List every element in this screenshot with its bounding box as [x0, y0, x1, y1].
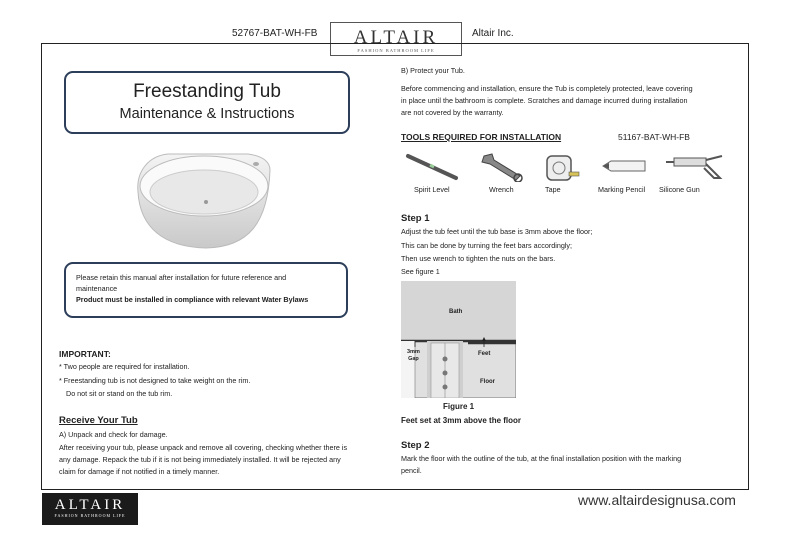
figure-floor-label: Floor [480, 379, 495, 385]
step1-line: Then use wrench to tighten the nuts on the bars. [401, 254, 556, 263]
step2-line: pencil. [401, 466, 422, 475]
figure-gap-label [407, 349, 420, 363]
figure-gap-word: Gap [408, 356, 419, 362]
step2-line: Mark the floor with the outline of the tub, at the final installation position with the marking [401, 454, 682, 463]
silicone-gun-icon [664, 150, 726, 182]
tool-label: Wrench [489, 185, 514, 194]
title-box [64, 71, 350, 134]
footer-logo-tagline: FASHION BATHROOM LIFE [54, 513, 126, 518]
company-name: Altair Inc. [472, 28, 514, 39]
wrench-icon [478, 150, 526, 182]
figure-feet-label: Feet [478, 351, 491, 357]
protect-line: Before commencing and installation, ensure the Tub is completely protected, leave covering [401, 84, 693, 93]
page-title: Freestanding Tub [133, 81, 281, 102]
figure-caption: Figure 1 [443, 402, 475, 411]
product-code: 52767-BAT-WH-FB [232, 28, 318, 39]
figure-caption-detail: Feet set at 3mm above the floor [401, 416, 522, 425]
figure-1-diagram [401, 281, 516, 398]
step1-line: This can be done by turning the feet bars accordingly; [401, 241, 573, 250]
protect-heading: B) Protect your Tub. [401, 66, 465, 75]
tool-label: Silicone Gun [659, 185, 700, 194]
important-item: Do not sit or stand on the tub rim. [66, 389, 173, 398]
logo-text: ALTAIR [353, 27, 439, 48]
receive-line: any damage. Repack the tub if it is not being immediately installed. It will be rejected any [59, 455, 341, 464]
notice-line-2: maintenance [76, 284, 118, 293]
tools-heading: TOOLS REQUIRED FOR INSTALLATION [401, 132, 562, 142]
notice-bylaws: Product must be installed in compliance with relevant Water Bylaws [76, 295, 309, 304]
notice-box [64, 262, 348, 318]
important-item: * Two people are required for installation. [59, 362, 190, 371]
page-subtitle: Maintenance & Instructions [119, 106, 295, 122]
tools-code: 51167-BAT-WH-FB [618, 132, 690, 142]
tool-label: Spirit Level [414, 185, 450, 194]
protect-line: are not covered by the warranty. [401, 108, 504, 117]
step2-heading: Step 2 [401, 440, 430, 451]
step1-line: Adjust the tub feet until the tub base is 3mm above the floor; [401, 227, 593, 236]
bathtub-image [128, 142, 276, 254]
step1-line: See figure 1 [401, 267, 440, 276]
step1-heading: Step 1 [401, 213, 430, 224]
tool-label: Tape [545, 185, 561, 194]
spirit-level-icon [404, 152, 460, 182]
tape-icon [541, 150, 581, 184]
receive-line: After receiving your tub, please unpack and remove all covering, checking whether there is [59, 443, 348, 452]
website-url[interactable]: www.altairdesignusa.com [578, 492, 736, 508]
notice-line-1: Please retain this manual after installation for future reference and [76, 273, 287, 282]
important-heading: IMPORTANT: [59, 349, 111, 359]
receive-line: claim for damage if not notified in a timely manner. [59, 467, 220, 476]
figure-bath-label: Bath [449, 309, 463, 315]
receive-sub: A) Unpack and check for damage. [59, 430, 168, 439]
receive-heading: Receive Your Tub [59, 415, 138, 426]
figure-gap-value: 3mm [407, 349, 420, 355]
footer-logo-text: ALTAIR [54, 497, 126, 513]
footer-logo [42, 493, 138, 525]
important-item: * Freestanding tub is not designed to take weight on the rim. [59, 376, 251, 385]
tool-label: Marking Pencil [598, 185, 646, 194]
marking-pencil-icon [601, 156, 647, 176]
logo-tagline: FASHION BATHROOM LIFE [357, 48, 435, 53]
protect-line: in place until the bathroom is complete. Scratches and damage incurred during installation [401, 96, 688, 105]
